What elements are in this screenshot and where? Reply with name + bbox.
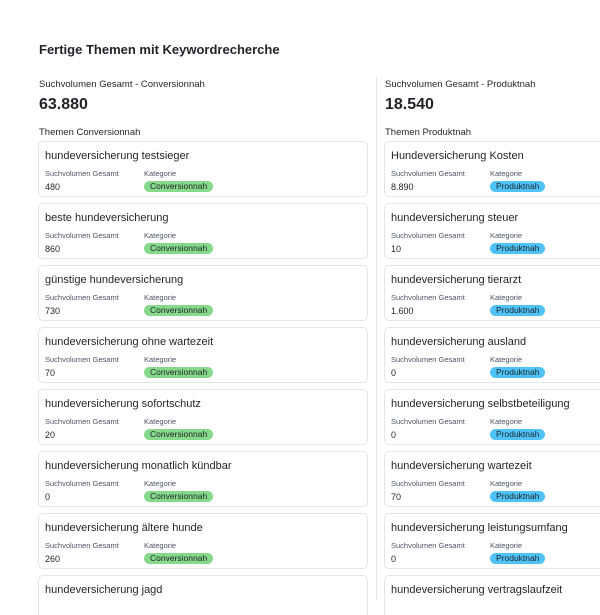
- page-title: Fertige Themen mit Keywordrecherche: [39, 42, 280, 57]
- topic-title: hundeversicherung vertragslaufzeit: [391, 584, 563, 596]
- topic-title: beste hundeversicherung: [45, 212, 169, 224]
- volume-value: 8.890: [391, 182, 414, 192]
- topic-title: hundeversicherung testsieger: [45, 150, 190, 162]
- category-label: Kategorie: [490, 479, 523, 488]
- category-badge: Conversionnah: [144, 553, 213, 564]
- topic-card[interactable]: [38, 141, 368, 197]
- topic-title: hundeversicherung jagd: [45, 584, 163, 596]
- volume-value: 1.600: [391, 306, 414, 316]
- topic-title: hundeversicherung monatlich kündbar: [45, 460, 232, 472]
- volume-label: Suchvolumen Gesamt: [391, 231, 465, 240]
- topic-card[interactable]: [38, 327, 368, 383]
- conversion-total-value: 63.880: [39, 96, 88, 113]
- volume-value: 730: [45, 306, 61, 316]
- topic-card[interactable]: [384, 141, 600, 197]
- volume-value: 20: [45, 430, 56, 440]
- topic-card[interactable]: [38, 265, 368, 321]
- volume-value: 480: [45, 182, 61, 192]
- category-badge: Produktnah: [490, 553, 545, 564]
- category-badge: Conversionnah: [144, 429, 213, 440]
- topic-card[interactable]: [38, 575, 368, 615]
- topic-card[interactable]: [384, 575, 600, 615]
- volume-value: 70: [45, 368, 56, 378]
- volume-value: 0: [45, 492, 51, 502]
- category-label: Kategorie: [144, 293, 177, 302]
- conversion-list-label: Themen Conversionnah: [39, 127, 141, 138]
- topic-title: Hundeversicherung Kosten: [391, 150, 524, 162]
- topic-card[interactable]: [384, 327, 600, 383]
- topic-card[interactable]: [384, 265, 600, 321]
- topic-title: hundeversicherung leistungsumfang: [391, 522, 568, 534]
- topic-title: hundeversicherung ältere hunde: [45, 522, 203, 534]
- category-badge: Conversionnah: [144, 367, 213, 378]
- category-label: Kategorie: [144, 479, 177, 488]
- volume-label: Suchvolumen Gesamt: [45, 355, 119, 364]
- topic-card[interactable]: [38, 203, 368, 259]
- volume-label: Suchvolumen Gesamt: [45, 293, 119, 302]
- category-badge: Produktnah: [490, 243, 545, 254]
- category-badge: Conversionnah: [144, 305, 213, 316]
- product-total-value: 18.540: [385, 96, 434, 113]
- category-label: Kategorie: [144, 541, 177, 550]
- volume-label: Suchvolumen Gesamt: [391, 169, 465, 178]
- topic-title: hundeversicherung ohne wartezeit: [45, 336, 214, 348]
- topic-title: hundeversicherung sofortschutz: [45, 398, 201, 410]
- topic-card[interactable]: [38, 389, 368, 445]
- volume-value: 0: [391, 368, 397, 378]
- category-badge: Conversionnah: [144, 243, 213, 254]
- topic-title: hundeversicherung selbstbeteiligung: [391, 398, 570, 410]
- category-label: Kategorie: [144, 355, 177, 364]
- volume-label: Suchvolumen Gesamt: [45, 479, 119, 488]
- topic-card[interactable]: [384, 389, 600, 445]
- category-badge: Conversionnah: [144, 181, 213, 192]
- topic-card[interactable]: [384, 203, 600, 259]
- volume-value: 0: [391, 430, 397, 440]
- volume-value: 10: [391, 244, 402, 254]
- volume-label: Suchvolumen Gesamt: [391, 479, 465, 488]
- volume-label: Suchvolumen Gesamt: [45, 231, 119, 240]
- category-label: Kategorie: [490, 293, 523, 302]
- category-label: Kategorie: [490, 169, 523, 178]
- category-badge: Produktnah: [490, 305, 545, 316]
- conversion-total-label: Suchvolumen Gesamt - Conversionnah: [39, 79, 205, 90]
- product-list-label: Themen Produktnah: [385, 127, 472, 138]
- topic-card[interactable]: [384, 451, 600, 507]
- volume-label: Suchvolumen Gesamt: [391, 417, 465, 426]
- volume-value: 260: [45, 554, 61, 564]
- volume-value: 860: [45, 244, 61, 254]
- volume-value: 0: [391, 554, 397, 564]
- topic-card[interactable]: [38, 513, 368, 569]
- topic-card[interactable]: [384, 513, 600, 569]
- topic-title: hundeversicherung tierarzt: [391, 274, 522, 286]
- category-badge: Produktnah: [490, 429, 545, 440]
- column-divider: [376, 76, 377, 600]
- category-label: Kategorie: [144, 169, 177, 178]
- category-label: Kategorie: [490, 231, 523, 240]
- volume-label: Suchvolumen Gesamt: [391, 293, 465, 302]
- category-label: Kategorie: [490, 541, 523, 550]
- volume-value: 70: [391, 492, 402, 502]
- topic-card[interactable]: [38, 451, 368, 507]
- category-badge: Conversionnah: [144, 491, 213, 502]
- category-badge: Produktnah: [490, 181, 545, 192]
- topic-title: günstige hundeversicherung: [45, 274, 184, 286]
- category-label: Kategorie: [144, 231, 177, 240]
- category-badge: Produktnah: [490, 491, 545, 502]
- category-badge: Produktnah: [490, 367, 545, 378]
- category-label: Kategorie: [144, 417, 177, 426]
- category-label: Kategorie: [490, 417, 523, 426]
- topic-title: hundeversicherung wartezeit: [391, 460, 532, 472]
- volume-label: Suchvolumen Gesamt: [391, 355, 465, 364]
- topic-title: hundeversicherung ausland: [391, 336, 527, 348]
- category-label: Kategorie: [490, 355, 523, 364]
- volume-label: Suchvolumen Gesamt: [391, 541, 465, 550]
- volume-label: Suchvolumen Gesamt: [45, 541, 119, 550]
- topic-title: hundeversicherung steuer: [391, 212, 519, 224]
- product-total-label: Suchvolumen Gesamt - Produktnah: [385, 79, 536, 90]
- volume-label: Suchvolumen Gesamt: [45, 417, 119, 426]
- volume-label: Suchvolumen Gesamt: [45, 169, 119, 178]
